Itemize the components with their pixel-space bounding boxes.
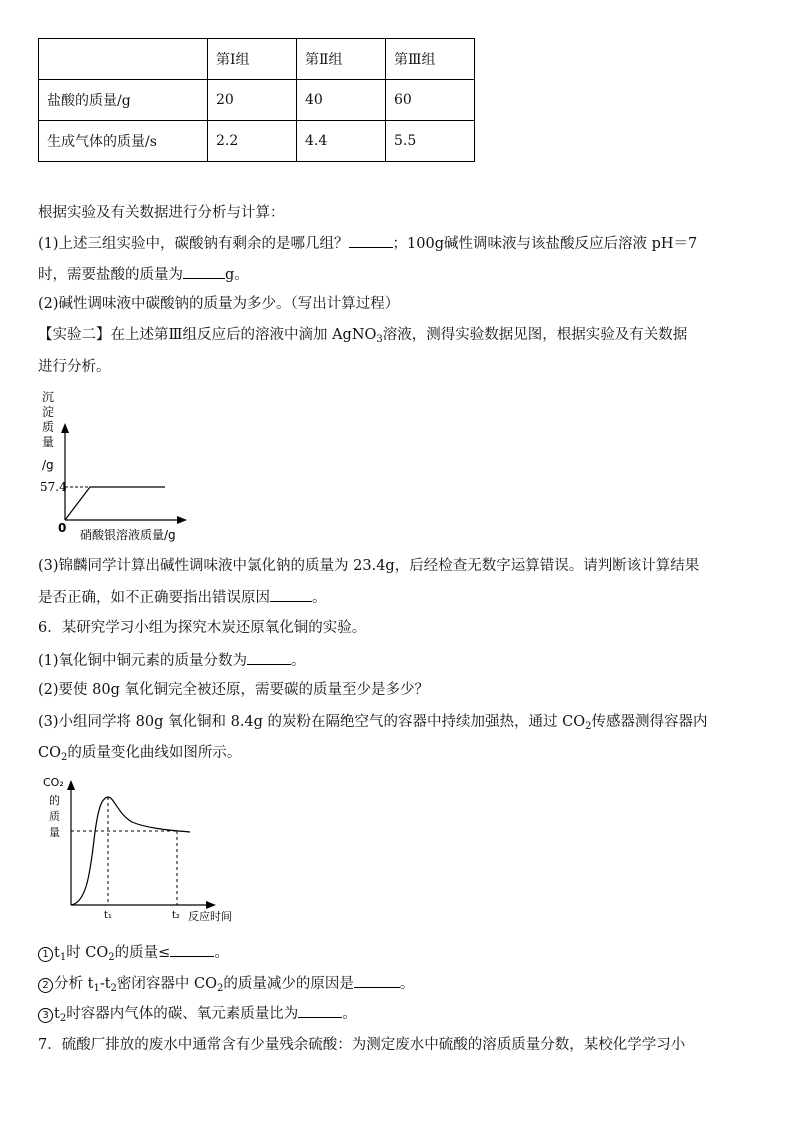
x-axis-label: 反应时间 [188,910,232,923]
question-6-3-text: CO [38,745,61,761]
subscript: 2 [217,983,224,994]
subscript: 2 [59,1013,67,1024]
circled-number-icon: 3 [38,1008,53,1023]
origin-label: 0 [58,521,67,535]
table-cell: 盐酸的质量/g [39,80,208,121]
subscript: 2 [108,952,115,963]
answer-blank[interactable] [170,942,214,957]
experiment-data-table [38,38,475,162]
y-axis-label-char: /g [42,458,54,472]
table-header-cell: 第Ⅱ组 [297,39,386,80]
subquestion-text: 密闭容器中 CO [116,976,218,992]
table-header-cell: 第Ⅲ组 [386,39,475,80]
x-axis-label: 硝酸银溶液质量/g [80,528,176,542]
y-axis-label-char: CO₂ [43,776,64,789]
question-7-text: 7．硫酸厂排放的废水中通常含有少量残余硫酸：为测定废水中硫酸的溶质质量分数，某校化学学习小 [38,1037,686,1053]
y-axis-label-char: 的 [49,794,60,807]
question-6-3-text: 的质量变化曲线如图所示。 [67,745,242,761]
x-axis-arrow [177,516,187,524]
co2-mass-chart [40,770,250,930]
subscript: 1 [59,952,67,963]
subquestion-text: 的质量减少的原因是 [223,976,354,992]
y-axis-label-char: 量 [42,435,55,449]
question-6-3-line-2 [38,743,241,763]
question-1-line-2 [38,264,249,285]
y-axis-label-char: 质 [49,810,60,823]
question-6-1-text: (1)氧化铜中铜元素的质量分数为 [38,653,248,669]
table-cell: 20 [208,80,297,121]
x-tick-label: t₂ [172,910,180,921]
subscript: 2 [585,721,592,732]
intro-line [38,203,285,223]
question-3-text: 是否正确，如不正确要指出错误原因 [38,590,270,606]
subquestion-text: 。 [214,945,229,961]
question-2-text: (2)碱性调味液中碳酸钠的质量为多少。（写出计算过程） [38,296,400,312]
y-axis-arrow [67,780,75,790]
table-row [39,121,475,162]
table-header-cell: 第Ⅰ组 [208,39,297,80]
question-6-text: 6．某研究学习小组为探究木炭还原氧化铜的实验。 [38,620,367,636]
precipitate-chart [30,385,200,545]
circled-number-icon: 1 [38,947,53,962]
answer-blank[interactable] [247,650,291,665]
subquestion-text: 时 CO [66,945,109,961]
question-3-line-2 [38,587,327,608]
table-cell: 5.5 [386,121,475,162]
question-3-line-1 [38,556,699,576]
intro-text: 根据实验及有关数据进行分析与计算： [38,205,285,221]
question-3-text: 。 [312,590,327,606]
question-7-line [38,1035,685,1055]
experiment-2-text: 【实验二】在上述第Ⅲ组反应后的溶液中滴加 AgNO [38,327,377,343]
table-row [39,80,475,121]
x-axis-arrow [206,901,216,909]
question-2-line [38,294,399,314]
question-1-line-1 [38,233,697,254]
subscript: 2 [60,752,68,763]
table-header-cell [39,39,208,80]
subquestion-3-line [38,1003,357,1024]
question-6-2-text: (2)要使 80g 氧化铜完全被还原，需要碳的质量至少是多少？ [38,682,429,698]
subquestion-text: 时容器内气体的碳、氧元素质量比为 [66,1006,299,1022]
subscript: 1 [93,983,100,994]
question-6-3-text: 传感器测得容器内 [591,714,708,730]
question-6-3-text: (3)小组同学将 80g 氧化铜和 8.4g 的炭粉在隔绝空气的容器中持续加强热，通过 CO [38,714,586,730]
subquestion-text: -t [99,976,111,992]
table-cell: 生成气体的质量/s [39,121,208,162]
subscript: 3 [376,334,383,345]
question-1-text: 时，需要盐酸的质量为 [38,267,183,283]
table-cell: 2.2 [208,121,297,162]
question-6-line [38,618,366,638]
subquestion-1-line [38,942,229,963]
subquestion-text: 。 [342,1006,357,1022]
y-tick-label: 57.4 [40,480,67,494]
question-6-1-text: 。 [291,653,306,669]
subquestion-text: 分析 t [54,976,94,992]
answer-blank[interactable] [298,1003,342,1018]
y-axis-label-char: 质 [42,420,55,434]
y-axis-label-char: 沉 [42,390,55,404]
data-line [65,487,165,520]
question-6-2-line [38,680,429,700]
table-cell: 60 [386,80,475,121]
subquestion-2-line [38,973,414,994]
subquestion-text: t [54,945,60,961]
subquestion-text: t [54,1006,60,1022]
experiment-2-line-2 [38,357,111,377]
question-1-text: g。 [225,267,249,283]
answer-blank[interactable] [183,264,225,279]
subscript: 2 [110,983,117,994]
question-6-3-line-1 [38,712,708,732]
experiment-2-text: 溶液，测得实验数据见图，根据实验及有关数据 [382,327,688,343]
y-axis-arrow [61,423,69,433]
table-cell: 4.4 [297,121,386,162]
answer-blank[interactable] [349,233,393,248]
answer-blank[interactable] [354,973,400,988]
subquestion-text: 的质量≤ [114,945,171,961]
table-cell: 40 [297,80,386,121]
question-3-text: (3)锦麟同学计算出碱性调味液中氯化钠的质量为 23.4g，后经检查无数字运算错误。请判断该计算结果 [38,558,700,574]
table-header-row [39,39,475,80]
x-tick-label: t₁ [104,910,112,921]
subquestion-text: 。 [399,976,415,992]
experiment-2-line-1 [38,325,687,345]
question-6-1-line [38,650,306,671]
question-1-text: ；100g碱性调味液与该盐酸反应后溶液 pH＝7 [392,236,698,252]
circled-number-icon: 2 [38,978,53,993]
question-1-text: (1)上述三组实验中，碳酸钠有剩余的是哪几组？ [38,236,349,252]
y-axis-label-char: 量 [49,826,60,839]
co2-curve [71,797,190,905]
answer-blank[interactable] [270,587,312,602]
experiment-2-text: 进行分析。 [38,359,111,375]
y-axis-label-char: 淀 [42,405,55,419]
